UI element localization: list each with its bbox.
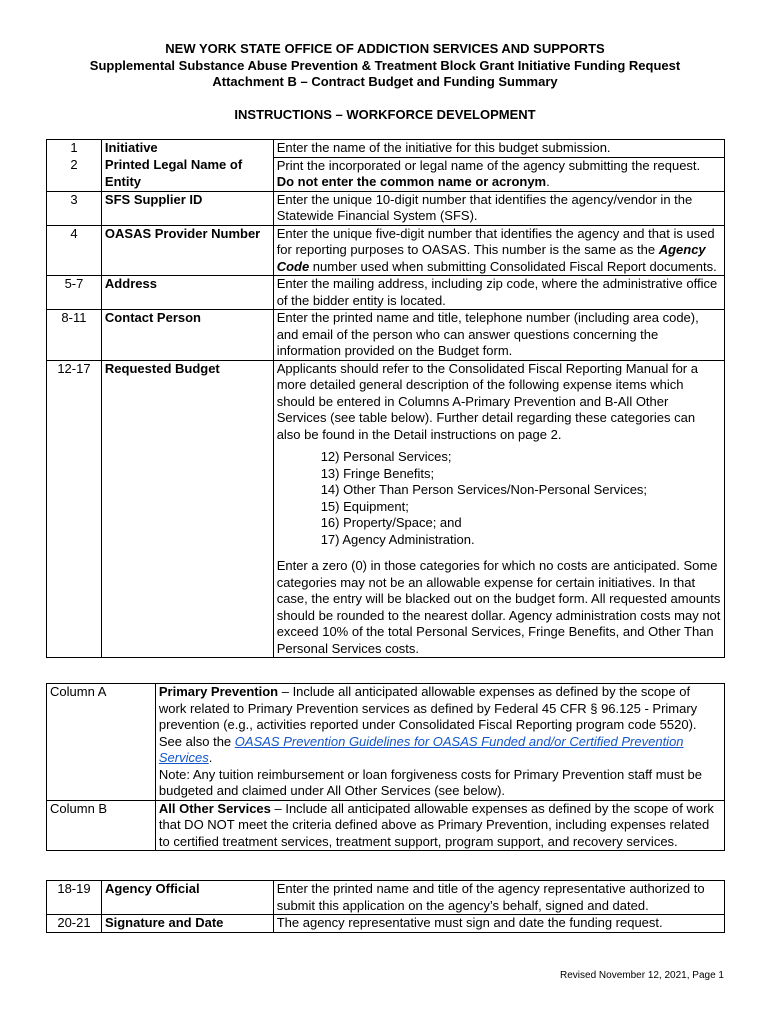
page-footer: Revised November 12, 2021, Page 1 — [560, 970, 724, 981]
list-item: 12) Personal Services; — [320, 449, 452, 464]
header-line-1: NEW YORK STATE OFFICE OF ADDICTION SERVICES AND SUPPORTS — [165, 41, 605, 56]
expense-list — [321, 449, 721, 548]
row-number: 4 — [47, 225, 102, 276]
column-description: All Other Services – Include all anticipated allowable expenses as defined by the scope of work that DO NOT meet the criteria defined above as Primary Prevention, including expenses related to certified treatment services, treatment support, program support, and recovery services. — [155, 800, 724, 851]
prevention-guidelines-link[interactable]: OASAS Prevention Guidelines for OASAS Funded and/or Certified Prevention Services — [158, 733, 684, 765]
field-name: Agency Official — [101, 881, 273, 915]
row-number: 5-7 — [47, 276, 102, 310]
column-label: Column B — [47, 800, 156, 851]
row-number: 1 — [47, 140, 102, 158]
table-row — [47, 915, 725, 933]
field-description: Enter the printed name and title of the agency representative authorized to submit this application on the agency’s behalf, signed and dated. — [273, 881, 724, 915]
columns-table — [46, 683, 725, 851]
field-description — [273, 360, 724, 658]
row-number: 20-21 — [47, 915, 102, 933]
table-row — [47, 684, 725, 801]
emphasis: Agency Code — [276, 242, 706, 274]
field-description: Enter the name of the initiative for this budget submission. — [273, 140, 724, 158]
signature-table — [46, 880, 725, 933]
field-description: The agency representative must sign and date the funding request. — [273, 915, 724, 933]
row-number: 8-11 — [47, 310, 102, 361]
field-name: Printed Legal Name of Entity — [101, 157, 273, 191]
instructions-table — [46, 139, 725, 658]
list-item: 17) Agency Administration. — [320, 531, 475, 547]
field-name: Contact Person — [101, 310, 273, 361]
field-name: Requested Budget — [101, 360, 273, 658]
budget-intro: Applicants should refer to the Consolidated Fiscal Reporting Manual for a more detailed general description of the following expense items which should be entered in Columns A-Primary Prevention and B-All Other Services (see table below). Further detail regarding these categories can also be found in the Detail instructions on page 2. — [276, 360, 698, 442]
table-row — [47, 310, 725, 361]
table-row — [47, 191, 725, 225]
list-item: 13) Fringe Benefits; — [320, 465, 435, 481]
table-row — [47, 881, 725, 915]
row-number: 2 — [47, 157, 102, 191]
column-title: All Other Services — [158, 800, 271, 816]
budget-note: Enter a zero (0) in those categories for which no costs are anticipated. Some categories may not be an allowable expense for certain initiatives. In that case, the entry will be blacked out on the budget form. All requested amounts should be rounded to the nearest dollar. Agency administration costs may not exceed 10% of the total Personal Services, Fringe Benefits, and Other Than Personal Services costs. — [276, 558, 721, 656]
field-name: OASAS Provider Number — [101, 225, 273, 276]
column-description: Primary Prevention – Include all anticipated allowable expenses as defined by the scope of work related to Primary Prevention services as defined by Federal 45 CFR § 96.125 - Primary prevention (e.g., activities reported under Consolidated Fiscal Reporting program code 5520). See also the OASAS Prevention Guidelines for OASAS Funded and/or Certified Prevention Services. Note: Any tuition reimbursement or loan forgiveness costs for Primary Prevention staff must be budgeted and claimed under All Other Services (see below). — [155, 684, 724, 801]
field-description: Print the incorporated or legal name of the agency submitting the request. Do not enter the common name or acronym. — [273, 157, 724, 191]
table-row — [47, 157, 725, 191]
table-row — [47, 276, 725, 310]
column-note: Note: Any tuition reimbursement or loan forgiveness costs for Primary Prevention staff must be budgeted and claimed under All Other Services (see below). — [158, 766, 703, 798]
table-row — [47, 800, 725, 851]
row-number: 12-17 — [47, 360, 102, 658]
list-item: 14) Other Than Person Services/Non-Personal Services; — [320, 482, 648, 497]
list-item: 16) Property/Space; and — [320, 515, 462, 530]
field-description: Enter the mailing address, including zip code, where the administrative office of the bidder entity is located. — [273, 276, 724, 310]
field-name: SFS Supplier ID — [101, 191, 273, 225]
header-line-3: Attachment B – Contract Budget and Funding Summary — [212, 74, 558, 89]
row-number: 18-19 — [47, 881, 102, 915]
field-name: Initiative — [101, 140, 273, 158]
column-title: Primary Prevention — [158, 684, 279, 699]
emphasis: Do not enter the common name or acronym — [276, 174, 547, 189]
section-title: INSTRUCTIONS – WORKFORCE DEVELOPMENT — [234, 107, 536, 122]
field-name: Signature and Date — [101, 915, 273, 933]
table-row — [47, 140, 725, 158]
field-description: Enter the unique five-digit number that identifies the agency and that is used for reporting purposes to OASAS. This number is the same as the Agency Code number used when submitting Consolidated Fiscal Report documents. — [273, 225, 724, 276]
row-number: 3 — [47, 191, 102, 225]
field-description: Enter the printed name and title, telephone number (including area code), and email of the person who can answer questions concerning the information provided on the Budget form. — [273, 310, 724, 361]
field-description: Enter the unique 10-digit number that identifies the agency/vendor in the Statewide Financial System (SFS). — [273, 191, 724, 225]
column-label: Column A — [47, 684, 156, 801]
field-name: Address — [101, 276, 273, 310]
header-line-2: Supplemental Substance Abuse Prevention & Treatment Block Grant Initiative Funding Request — [89, 58, 681, 73]
table-row — [47, 360, 725, 658]
table-row — [47, 225, 725, 276]
list-item: 15) Equipment; — [320, 498, 409, 514]
